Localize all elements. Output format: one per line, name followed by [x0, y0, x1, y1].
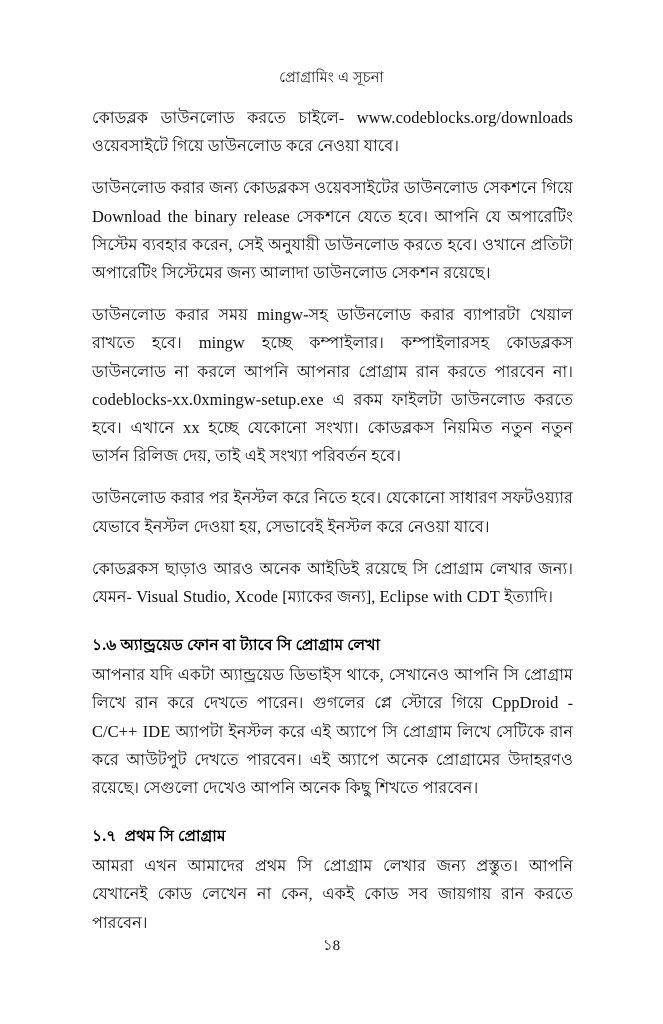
latin-run: Eclipse with CDT	[379, 587, 500, 607]
running-head: প্রোগ্রামিং এ সূচনা	[279, 70, 384, 86]
latin-run: CppDroid	[492, 693, 559, 713]
latin-run: Visual Studio	[136, 587, 227, 607]
latin-run: codeblocks-xx.0xmingw-setup.exe	[92, 389, 324, 409]
section-heading-1-7	[92, 824, 573, 850]
paragraph-install: ডাউনলোড করার পর ইনস্টল করে নিতে হবে। যেকোনো সাধারণ সফটওয়্যার যেভাবে ইনস্টল দেওয়া হয়, সেভাবেই ইনস্টল করে নেওয়া যাবে।	[92, 489, 573, 536]
latin-run: C/C++ IDE	[92, 721, 171, 741]
page-number: ১8	[322, 938, 341, 954]
section-title-1-7: প্রথম সি প্রোগ্রাম	[124, 828, 226, 846]
section-heading-1-6	[92, 633, 573, 659]
latin-run: xx	[183, 418, 200, 438]
latin-run: mingw	[198, 333, 245, 353]
latin-run: www.codeblocks.org/downloads	[356, 108, 573, 127]
paragraph-other-ides: কোডব্লকস ছাড়াও আরও অনেক আইডিই রয়েছে সি প্রোগ্রাম লেখার জন্য। যেমন- Visual Studio, Xcode [ম্যাকের জন্য], Eclipse with CDT ইত্যাদি।	[92, 559, 573, 607]
text-column	[92, 104, 573, 937]
latin-run: mingw-	[257, 305, 309, 325]
paragraph-codeblocks-download: কোডব্লক ডাউনলোড করতে চাইলে- www.codeblocks.org/downloads ওয়েবসাইটে গিয়ে ডাউনলোড করে নেওয়া যাবে।	[92, 108, 573, 156]
section-number-1-6: ১.৬	[92, 637, 117, 655]
latin-run: Xcode	[234, 587, 278, 607]
section-number-1-7: ১.৭	[92, 828, 117, 846]
latin-run: Download the binary release	[92, 206, 290, 226]
paragraph-mingw: ডাউনলোড করার সময় mingw-সহ ডাউনলোড করার ব্যাপারটা খেয়াল রাখতে হবে। mingw হচ্ছে কম্পাইলার। কম্পাইলারসহ কোডব্লকস ডাউনলোড না করলে আপনি আপনার প্রোগ্রাম রান করতে পারবেন না। codeblocks-xx.0xmingw-setup.exe এ রকম ফাইলটা ডাউনলোড করতে হবে। এখানে xx হচ্ছে যেকোনো সংখ্যা। কোডব্লকস নিয়মিত নতুন নতুন ভার্সন রিলিজ দেয়, তাই এই সংখ্যা পরিবর্তন হবে।	[92, 305, 573, 466]
paragraph-binary-release: ডাউনলোড করার জন্য কোডব্লকস ওয়েবসাইটের ডাউনলোড সেকশনে গিয়ে Download the binary release সেকশনে যেতে হবে। আপনি যে অপারেটিং সিস্টেম ব্যবহার করেন, সেই অনুযায়ী ডাউনলোড করতে হবে। ওখানে প্রতিটা অপারেটিং সিস্টেমের জন্য আলাদা ডাউনলোড সেকশন রয়েছে।	[92, 179, 574, 283]
paragraph-cppdroid: আপনার যদি একটা অ্যান্ড্রয়েড ডিভাইস থাকে, সেখানেও আপনি সি প্রোগ্রাম লিখে রান করে দেখতে পারেন। গুগলের প্লে স্টোরে গিয়ে CppDroid - C/C++ IDE অ্যাপটা ইনস্টল করে এই অ্যাপে সি প্রোগ্রাম লিখে সেটিকে রান করে আউটপুট দেখতে পারবেন। এই অ্যাপে অনেক প্রোগ্রামের উদাহরণও রয়েছে। সেগুলো দেখেও আপনি অনেক কিছু শিখতে পারবেন।	[92, 666, 573, 798]
section-title-1-6: অ্যান্ড্রয়েড ফোন বা ট্যাবে সি প্রোগ্রাম লেখা	[120, 637, 381, 655]
paragraph-first-program: আমরা এখন আমাদের প্রথম সি প্রোগ্রাম লেখার জন্য প্রস্তুত। আপনি যেখানেই কোড লেখেন না কেন, একই কোড সব জায়গায় রান করতে পারবেন।	[92, 857, 573, 932]
